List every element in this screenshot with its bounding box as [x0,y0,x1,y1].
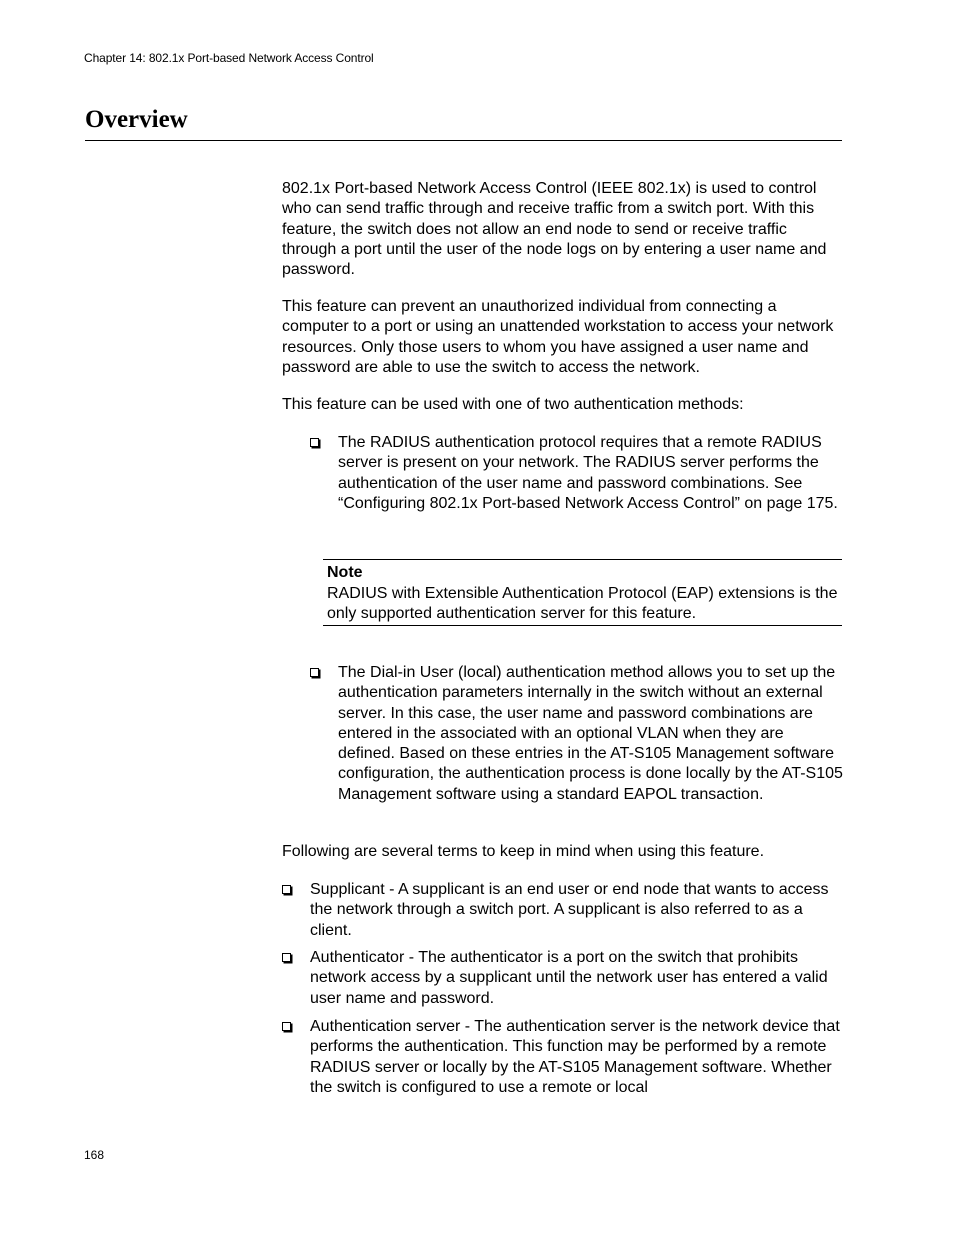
term-supplicant-text: Supplicant - A supplicant is an end user or end node that wants to access the network through a switch port. A supplicant is also referred to as a client. [310,881,829,939]
checkbox-bullet-icon [310,668,319,677]
methods-intro: This feature can be used with one of two authentication methods: [282,396,744,413]
term-auth-server-text: Authentication server - The authentication server is the network device that performs the authentication. This function may be performed by a remote RADIUS server or locally by the AT-S105 Management software. Whether the switch is configured to use a remote or local [310,1018,840,1096]
method-radius-text: The RADIUS authentication protocol requires that a remote RADIUS server is present on your network. The RADIUS server performs the authentication of the user name and password combinations. See “Configuring 802.1x Port-based Network Access Control” on page 175. [338,434,838,512]
method-local-text: The Dial-in User (local) authentication method allows you to set up the authentication parameters internally in the switch without an external server. In this case, the user name and password combinations are entered in the associated with an optional VLAN when they are defined. Based on these entries in the AT-S105 Management software configuration, the authentication process is done locally by the AT-S105 Management software using a standard EAPOL transaction. [338,664,843,803]
checkbox-bullet-icon [282,885,291,894]
running-head: Chapter 14: 802.1x Port-based Network Access Control [84,51,374,65]
term-authenticator-text: Authenticator - The authenticator is a port on the switch that prohibits network access by a supplicant until the network user has entered a valid user name and password. [310,949,828,1007]
page-number: 168 [84,1148,105,1162]
title-rule [85,140,842,141]
checkbox-bullet-icon [282,1022,291,1031]
note-heading: Note [327,564,363,581]
checkbox-bullet-icon [282,953,291,962]
note-box [323,559,842,626]
terms-intro: Following are several terms to keep in mind when using this feature. [282,843,765,860]
section-title: Overview [85,106,188,133]
note-body: RADIUS with Extensible Authentication Protocol (EAP) extensions is the only supported authentication server for this feature. [327,585,838,623]
checkbox-bullet-icon [310,438,319,447]
intro-paragraph: 802.1x Port-based Network Access Control (IEEE 802.1x) is used to control who can send traffic through and receive traffic from a switch port. With this feature, the switch does not allow an end node to send or receive traffic through a port until the user of the node logs on by entering a user name and password. [282,180,827,279]
feature-paragraph: This feature can prevent an unauthorized individual from connecting a computer to a port or using an unattended workstation to access your network resources. Only those users to whom you have assigned a user name and password are able to use the switch to access the network. [282,298,834,376]
